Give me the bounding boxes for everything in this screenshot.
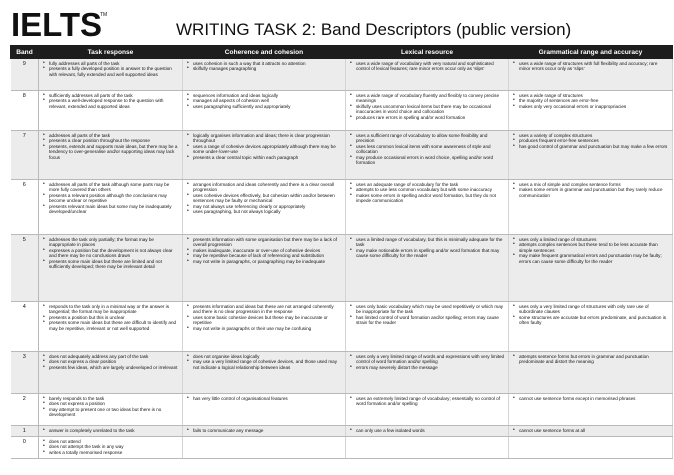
descriptor-cell-grammar: [509, 131, 673, 180]
column-header-task-response: Task response: [39, 46, 183, 59]
descriptor-item: • produces frequent error-free sentences: [512, 138, 669, 143]
descriptor-cell-lexical: [346, 235, 509, 302]
descriptor-cell-lexical: [346, 59, 509, 91]
descriptor-item: • responds to the task only in a minimal way or the answer is tangential; the format may be inappropriate: [42, 304, 179, 315]
descriptor-item: • writes a totally memorised response: [42, 450, 179, 455]
table-row: [11, 437, 673, 459]
descriptor-list: [186, 182, 342, 214]
descriptor-cell-task-response: [39, 59, 183, 91]
descriptor-item: • uses a range of cohesive devices appropriately although there may be some under-/over-use: [186, 144, 342, 155]
trademark-mark: TM: [100, 12, 108, 18]
descriptor-item: • cannot use sentence forms at all: [512, 428, 669, 433]
descriptor-cell-grammar: [509, 394, 673, 426]
table-row: [11, 91, 673, 131]
table-row: [11, 302, 673, 352]
descriptor-item: • presents a well-developed response to the question with relevant, extended and supported ideas: [42, 98, 179, 109]
descriptor-item: • barely responds to the task: [42, 396, 179, 401]
descriptor-list: [512, 354, 669, 365]
descriptor-item: • has very little control of organisational features: [186, 396, 342, 401]
descriptor-cell-task-response: [39, 394, 183, 426]
table-row: [11, 394, 673, 426]
page-header: [0, 0, 674, 44]
descriptor-item: • attempts complex sentences but these tend to be less accurate than simple sentences: [512, 242, 669, 253]
descriptor-item: • arranges information and ideas coherently and there is a clear overall progression: [186, 182, 342, 193]
descriptor-cell-grammar: [509, 426, 673, 437]
table-row: [11, 59, 673, 91]
descriptor-list: [42, 396, 179, 418]
descriptor-item: • sequences information and ideas logically: [186, 93, 342, 98]
table-body: [11, 59, 673, 459]
band-score: 0: [11, 437, 39, 459]
descriptor-item: • uses a variety of complex structures: [512, 133, 669, 138]
descriptor-list: [512, 396, 669, 401]
descriptor-item: • presents some main ideas but these are difficult to identify and may be repetitive, irrelevant or not well supported: [42, 320, 179, 331]
descriptor-item: • presents information and ideas but these are not arranged coherently and there is no clear progression in the response: [186, 304, 342, 315]
descriptor-item: • uses paragraphing sufficiently and appropriately: [186, 104, 342, 109]
table-row: [11, 426, 673, 437]
band-score: 2: [11, 394, 39, 426]
descriptor-cell-grammar: [509, 235, 673, 302]
descriptor-item: • may produce occasional errors in word choice, spelling and/or word formation: [349, 155, 505, 166]
descriptor-item: • uses a wide range of vocabulary fluently and flexibly to convey precise meanings: [349, 93, 505, 104]
table-row: [11, 131, 673, 180]
descriptor-cell-grammar: [509, 352, 673, 394]
descriptor-list: [42, 93, 179, 109]
descriptor-cell-lexical: [346, 426, 509, 437]
descriptor-item: • may make frequent grammatical errors and punctuation may be faulty; errors can cause some difficulty for the reader: [512, 253, 669, 264]
descriptor-list: [186, 354, 342, 370]
band-score: 7: [11, 131, 39, 180]
descriptor-item: • may not always use referencing clearly or appropriately: [186, 204, 342, 209]
descriptor-cell-task-response: [39, 352, 183, 394]
descriptor-item: • uses a wide range of structures with full flexibility and accuracy; rare minor errors occur only as ‘slips’: [512, 61, 669, 72]
descriptor-item: • skilfully manages paragraphing: [186, 66, 342, 71]
descriptor-cell-coherence: [183, 91, 346, 131]
descriptor-item: • makes only very occasional errors or inappropriacies: [512, 104, 669, 109]
descriptor-item: • does not organise ideas logically: [186, 354, 342, 359]
descriptor-item: • does not attend: [42, 439, 179, 444]
descriptor-item: • some structures are accurate but errors predominate, and punctuation is often faulty: [512, 315, 669, 326]
descriptor-item: • does not attempt the task in any way: [42, 444, 179, 449]
band-score: 5: [11, 235, 39, 302]
descriptor-list: [42, 428, 179, 433]
band-score: 1: [11, 426, 39, 437]
column-header-grammar: Grammatical range and accuracy: [509, 46, 673, 59]
descriptor-item: • can only use a few isolated words: [349, 428, 505, 433]
descriptor-item: • uses only a limited range of structures: [512, 237, 669, 242]
descriptor-cell-grammar: [509, 59, 673, 91]
descriptor-item: • fully addresses all parts of the task: [42, 61, 179, 66]
descriptor-item: • has limited control of word formation and/or spelling; errors may cause strain for the reader: [349, 315, 505, 326]
descriptor-cell-grammar: [509, 302, 673, 352]
descriptor-list: [42, 182, 179, 214]
descriptor-list: [42, 439, 179, 455]
table-header-row: [11, 46, 673, 59]
column-header-band: Band: [11, 46, 39, 59]
descriptor-item: • uses a wide range of vocabulary with very natural and sophisticated control of lexical features; rare minor errors occur only as ‘slips’: [349, 61, 505, 72]
descriptor-item: • logically organises information and ideas; there is clear progression throughout: [186, 133, 342, 144]
descriptor-item: • errors may severely distort the message: [349, 365, 505, 370]
descriptor-item: • skilfully uses uncommon lexical items but there may be occasional inaccuracies in word choice and collocation: [349, 104, 505, 115]
descriptor-item: • uses only basic vocabulary which may be used repetitively or which may be inappropriate for the task: [349, 304, 505, 315]
descriptor-item: • uses cohesion in such a way that it attracts no attention: [186, 61, 342, 66]
descriptor-cell-lexical: [346, 302, 509, 352]
descriptor-item: • presents, extends and supports main ideas, but there may be a tendency to over-generalise and/or supporting ideas may lack focus: [42, 144, 179, 160]
descriptor-item: • uses a sufficient range of vocabulary to allow some flexibility and precision: [349, 133, 505, 144]
descriptor-list: [512, 237, 669, 264]
descriptor-list: [186, 133, 342, 160]
descriptor-list: [512, 182, 669, 198]
descriptor-item: • may not write in paragraphs, or paragraphing may be inadequate: [186, 259, 342, 264]
ielts-logo: IELTS: [11, 6, 103, 43]
descriptor-cell-lexical: [346, 180, 509, 235]
descriptor-item: • uses paragraphing, but not always logically: [186, 209, 342, 214]
descriptor-list: [186, 304, 342, 331]
descriptor-cell-coherence: [183, 235, 346, 302]
descriptor-cell-coherence: [183, 352, 346, 394]
descriptor-cell-lexical: [346, 91, 509, 131]
descriptor-list: [349, 396, 505, 407]
descriptor-list: [512, 428, 669, 433]
descriptor-cell-coherence: [183, 394, 346, 426]
descriptor-list: [349, 304, 505, 326]
descriptor-item: • uses a wide range of structures: [512, 93, 669, 98]
descriptor-list: [42, 304, 179, 331]
descriptor-list: [42, 354, 179, 370]
descriptor-item: • may use a very limited range of cohesive devices, and those used may not indicate a logical relationship between ideas: [186, 359, 342, 370]
descriptor-list: [349, 237, 505, 259]
descriptor-item: • attempts to use less common vocabulary but with some inaccuracy: [349, 187, 505, 192]
descriptor-item: • uses less common lexical items with some awareness of style and collocation: [349, 144, 505, 155]
descriptor-list: [349, 354, 505, 370]
descriptor-list: [42, 61, 179, 77]
descriptor-item: • does not express a position: [42, 401, 179, 406]
descriptor-item: • uses only a very limited range of words and expressions with very limited control of word formation and/or spelling: [349, 354, 505, 365]
descriptor-item: • makes some errors in grammar and punctuation but they rarely reduce communication: [512, 187, 669, 198]
descriptor-cell-grammar: [509, 437, 673, 459]
band-score: 8: [11, 91, 39, 131]
descriptor-cell-coherence: [183, 437, 346, 459]
descriptor-item: • makes inadequate, inaccurate or over-use of cohesive devices: [186, 248, 342, 253]
descriptor-cell-coherence: [183, 426, 346, 437]
descriptor-cell-coherence: [183, 131, 346, 180]
descriptor-cell-grammar: [509, 91, 673, 131]
page-title: WRITING TASK 2: Band Descriptors (public version): [176, 20, 572, 39]
descriptor-cell-task-response: [39, 235, 183, 302]
descriptor-list: [349, 61, 505, 72]
descriptor-cell-lexical: [346, 352, 509, 394]
descriptor-item: • uses only a very limited range of structures with only rare use of subordinate clauses: [512, 304, 669, 315]
descriptor-item: • uses a limited range of vocabulary, but this is minimally adequate for the task: [349, 237, 505, 248]
descriptor-item: • addresses the task only partially; the format may be inappropriate in places: [42, 237, 179, 248]
descriptor-list: [512, 304, 669, 326]
descriptor-cell-task-response: [39, 302, 183, 352]
descriptor-item: • presents a position but this is unclear: [42, 315, 179, 320]
descriptor-item: • addresses all parts of the task although some parts may be more fully covered than others: [42, 182, 179, 193]
descriptor-item: • presents a fully developed position in answer to the question with relevant, fully extended and well supported ideas: [42, 66, 179, 77]
descriptor-item: • does not adequately address any part of the task: [42, 354, 179, 359]
descriptor-list: [186, 61, 342, 72]
descriptor-item: • uses an adequate range of vocabulary for the task: [349, 182, 505, 187]
descriptor-item: • attempts sentence forms but errors in grammar and punctuation predominate and distort the meaning: [512, 354, 669, 365]
descriptor-list: [186, 237, 342, 264]
descriptor-item: • has good control of grammar and punctuation but may make a few errors: [512, 144, 669, 149]
descriptor-item: • may not write in paragraphs or their use may be confusing: [186, 326, 342, 331]
descriptor-item: • addresses all parts of the task: [42, 133, 179, 138]
descriptor-item: • presents few ideas, which are largely undeveloped or irrelevant: [42, 365, 179, 370]
descriptor-item: • uses an extremely limited range of vocabulary; essentially no control of word formation and/or spelling: [349, 396, 505, 407]
descriptor-item: • may be repetitive because of lack of referencing and substitution: [186, 253, 342, 258]
descriptor-item: • expresses a position but the development is not always clear and there may be no conclusions drawn: [42, 248, 179, 259]
descriptor-list: [349, 133, 505, 165]
descriptor-item: • presents a relevant position although the conclusions may become unclear or repetitive: [42, 193, 179, 204]
descriptor-list: [512, 61, 669, 72]
descriptor-cell-coherence: [183, 302, 346, 352]
descriptor-cell-coherence: [183, 180, 346, 235]
descriptor-cell-coherence: [183, 59, 346, 91]
descriptor-cell-task-response: [39, 131, 183, 180]
descriptor-list: [42, 237, 179, 269]
band-score: 6: [11, 180, 39, 235]
column-header-coherence: Coherence and cohesion: [183, 46, 346, 59]
descriptor-cell-lexical: [346, 437, 509, 459]
descriptor-cell-lexical: [346, 131, 509, 180]
descriptor-list: [349, 93, 505, 120]
descriptor-item: • does not express a clear position: [42, 359, 179, 364]
descriptor-cell-task-response: [39, 91, 183, 131]
table-row: [11, 352, 673, 394]
descriptor-cell-task-response: [39, 437, 183, 459]
descriptor-list: [349, 182, 505, 204]
band-score: 3: [11, 352, 39, 394]
descriptor-item: • may make noticeable errors in spelling and/or word formation that may cause some difficulty for the reader: [349, 248, 505, 259]
descriptor-cell-task-response: [39, 180, 183, 235]
descriptor-list: [186, 428, 342, 433]
descriptor-item: • manages all aspects of cohesion well: [186, 98, 342, 103]
descriptor-item: • presents a clear position throughout the response: [42, 138, 179, 143]
descriptor-item: • uses some basic cohesive devices but these may be inaccurate or repetitive: [186, 315, 342, 326]
descriptor-list: [186, 396, 342, 401]
table-row: [11, 180, 673, 235]
descriptor-item: • cannot use sentence forms except in memorised phrases: [512, 396, 669, 401]
descriptor-list: [42, 133, 179, 160]
descriptor-item: • presents some main ideas but these are limited and not sufficiently developed; there may be irrelevant detail: [42, 259, 179, 270]
band-score: 9: [11, 59, 39, 91]
table-row: [11, 235, 673, 302]
descriptor-item: • the majority of sentences are error-free: [512, 98, 669, 103]
descriptor-item: • may attempt to present one or two ideas but there is no development: [42, 407, 179, 418]
descriptor-item: • produces rare errors in spelling and/or word formation: [349, 115, 505, 120]
descriptor-item: • fails to communicate any message: [186, 428, 342, 433]
descriptor-list: [349, 428, 505, 433]
descriptor-cell-task-response: [39, 426, 183, 437]
descriptor-cell-grammar: [509, 180, 673, 235]
descriptor-item: • uses a mix of simple and complex sentence forms: [512, 182, 669, 187]
descriptor-list: [512, 133, 669, 149]
column-header-lexical: Lexical resource: [346, 46, 509, 59]
descriptor-item: • sufficiently addresses all parts of the task: [42, 93, 179, 98]
descriptor-list: [512, 93, 669, 109]
band-descriptors-table: [10, 45, 673, 459]
descriptor-item: • answer is completely unrelated to the task: [42, 428, 179, 433]
band-score: 4: [11, 302, 39, 352]
descriptor-item: • presents information with some organisation but there may be a lack of overall progression: [186, 237, 342, 248]
descriptor-list: [186, 93, 342, 109]
descriptor-item: • uses cohesive devices effectively, but cohesion within and/or between sentences may be faulty or mechanical: [186, 193, 342, 204]
descriptor-item: • presents relevant main ideas but some may be inadequately developed/unclear: [42, 204, 179, 215]
descriptor-item: • makes some errors in spelling and/or word formation, but they do not impede communication: [349, 193, 505, 204]
descriptor-cell-lexical: [346, 394, 509, 426]
descriptor-item: • presents a clear central topic within each paragraph: [186, 155, 342, 160]
